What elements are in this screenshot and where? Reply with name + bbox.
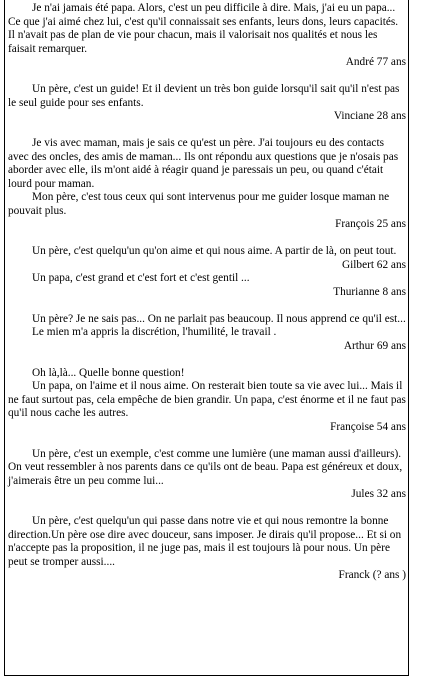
testimonial-paragraph: Mon père, c'est tous ceux qui sont intervenus pour me guider losque maman ne pouvait plus. xyxy=(8,191,390,217)
testimonial-entry xyxy=(8,83,406,124)
testimonial-author: Jules 32 ans xyxy=(351,488,406,500)
testimonial-paragraph: Un père, c'est quelqu'un qu'on aime et qui nous aime. A partir de là, on peut tout. xyxy=(32,245,397,257)
testimonial-entry xyxy=(8,245,406,272)
testimonial-paragraph: Oh là,là... Quelle bonne question! xyxy=(32,366,185,379)
testimonial-paragraph: Un père, c'est un guide! Et il devient un très bon guide lorsqu'il sait qu'il n'est pas le seul guide pour ses enfants. xyxy=(8,83,400,109)
testimonial-entry xyxy=(8,272,406,299)
testimonial-author: Thurianne 8 ans xyxy=(333,285,406,298)
testimonial-paragraph: Je vis avec maman, mais je sais ce qu'est un père. J'ai toujours eu des contacts avec des oncles, des amis de maman... Ils ont répondu aux questions que je n'osais pas aborder avec elle, ils m'ont aidé à réagir quand je paressais un peu, ou quand c'était lourd pour maman. xyxy=(8,137,399,190)
testimonial-paragraph: Le mien m'a appris la discrétion, l'humilité, le travail . xyxy=(32,326,277,338)
testimonial-author: Vinciane 28 ans xyxy=(333,110,406,122)
testimonial-entry xyxy=(8,313,406,354)
testimonial-paragraph: Un papa, c'est grand et c'est fort et c'est gentil ... xyxy=(32,272,250,284)
testimonial-paragraph: Un père? Je ne sais pas... On ne parlait pas beaucoup. Il nous apprend ce qu'il est... xyxy=(32,312,406,325)
testimonial-author: Gilbert 62 ans xyxy=(341,258,406,271)
testimonial-entry xyxy=(8,367,406,435)
testimonial-author: Arthur 69 ans xyxy=(343,339,406,352)
testimonial-author: François 25 ans xyxy=(335,218,406,230)
testimonial-entry xyxy=(8,137,406,232)
testimonial-author: Françoise 54 ans xyxy=(330,420,406,433)
testimonial-paragraph: Un père, c'est quelqu'un qui passe dans notre vie et qui nous remontre la bonne direction.Un père ose dire avec douceur, sans imposer. Je dirais qu'il propose... Et si on n'accepte pas la proposition, il ne juge pas, mais il est toujours là pour nous. Un père peut se tromper aussi.... xyxy=(8,515,402,568)
testimonial-entry xyxy=(8,448,406,502)
testimonial-entry xyxy=(8,515,406,583)
testimonial-paragraph: Je n'ai jamais été papa. Alors, c'est un peu difficile à dire. Mais, j'ai eu un papa... Ce que j'ai aimé chez lui, c'est qu'il connaissait ses enfants, leurs dons, leurs capacités. Il n'avait pas de plan de vie pour chacun, mais il valorisait nos qualités et nous les faisait remarquer. xyxy=(8,2,399,55)
testimonial-author: Franck (? ans ) xyxy=(338,569,406,581)
testimonial-document xyxy=(4,0,409,676)
testimonial-author: André 77 ans xyxy=(345,56,406,68)
testimonial-paragraph: Un papa, on l'aime et il nous aime. On resterait bien toute sa vie avec lui... Mais il ne faut surtout pas, cela empêche de bien grandir. Un papa, c'est énorme et il ne faut pas qu'il nous cache les autres. xyxy=(8,380,406,419)
testimonial-entry xyxy=(8,2,406,70)
testimonial-paragraph: Un père, c'est un exemple, c'est comme une lumière (une maman aussi d'ailleurs). On veut ressembler à nos parents dans ce qu'ils ont de beau. Papa est généreux et doux, j'aimerais être un peu comme lui... xyxy=(8,447,403,487)
